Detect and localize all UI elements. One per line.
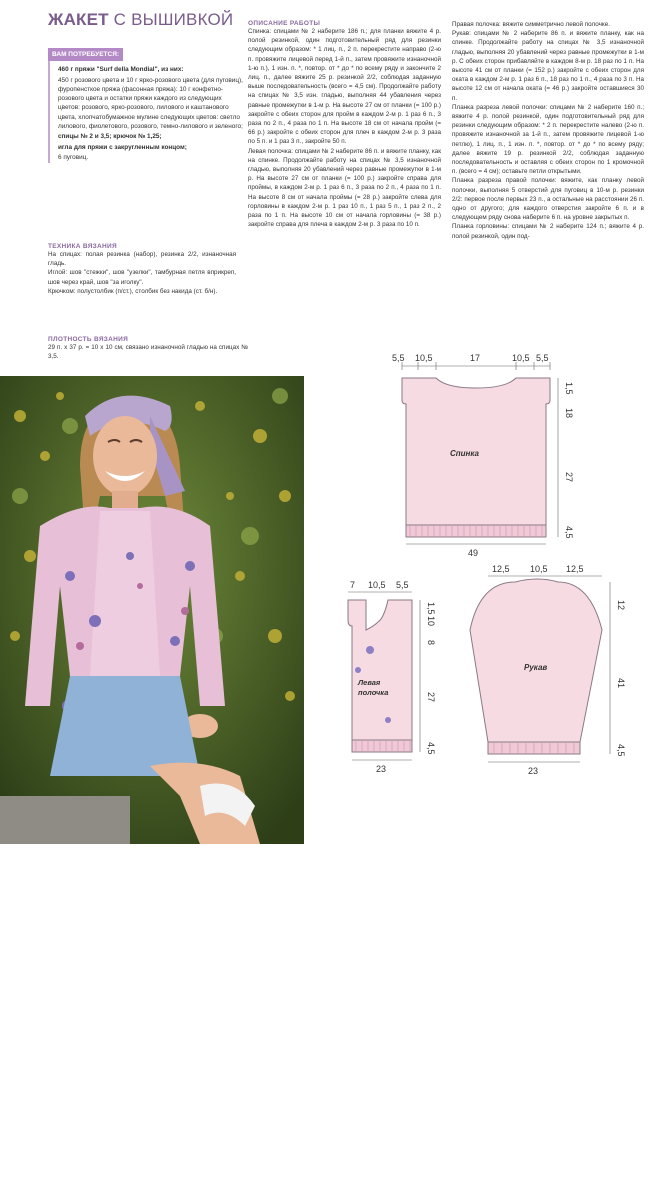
work-paragraph: Планка горловины: спицами № 2 наберите 124 п.; вяжите 4 р. полой резинкой, один под-	[452, 223, 644, 240]
sleeve-dim-bottom: 23	[528, 766, 539, 776]
front-schematic	[348, 580, 436, 774]
work-paragraph: Планка разреза правой полочки: вяжите, как планку левой полочки, выполняя 5 отверстий для пуговиц в 10-м р. резинки 2/2: первое после первых 23 п., а остальные на расстоянии 26 п. одно от другого; для каждого отверстия закройте 6 п. и в следующем ряду снова наберите 6 п. на уровне закрытых п.	[452, 177, 644, 222]
model-photo	[0, 376, 304, 1203]
materials-header: ВАМ ПОТРЕБУЕТСЯ:	[48, 48, 123, 61]
work-paragraph: Правая полочка: вяжите симметрично левой полочке.	[452, 21, 610, 28]
front-dim-bottom: 23	[376, 764, 387, 774]
work-paragraph: Планка разреза левой полочки: спицами № 2 наберите 160 п.; вяжите 4 р. полой резинкой, один подготовительный ряд для резинки следующим образом: * 2 п. перекрестите налево (2-ю п. провяжите изнаночной за 1-й п., затем провяжите лицевой 1-ю петлю), 1 лиц. п., 1 изн. п. *, повтор. от * до * по всему ряду; далее вяжите 19 р. резинкой 2/2, соблюдая заданную последовательность и оставляя с обеих сторон по 1 кромочной п. (всего = 4 см); оставьте петли открытыми.	[452, 103, 644, 176]
technique-line: Крючком: полустолбик (п/ст.), столбик без накида (ст. б/н).	[48, 287, 218, 295]
back-dim-top: 17	[470, 353, 481, 363]
back-dim-right: 18	[564, 408, 574, 419]
sleeve-dim-right: 4,5	[616, 744, 626, 757]
sleeve-dim-top: 12,5	[566, 564, 584, 574]
front-dim-right: 1,5	[426, 602, 436, 615]
front-label: Левая	[358, 678, 381, 687]
materials-line: 450 г розового цвета и 10 г ярко-розового цвета (для пуговиц), фуропенсткое пряжа (фасонная пряжа): 10 г конфетно-розового цвета и остатки пряжи каждого из следующих цветов: розового, ярко-розового, лилового и каштанового цвета, хлопчатобумажное мулине следующих цветов: светло лилового, фиолетового, розового, темно-лилового и зеленого;	[58, 76, 243, 131]
technique-block	[48, 243, 236, 296]
density-header: ПЛОТНОСТЬ ВЯЗАНИЯ	[48, 336, 129, 343]
article-title: ЖАКЕТ С ВЫШИВКОЙ	[48, 10, 234, 29]
sleeve-dim-top: 12,5	[492, 564, 510, 574]
work-paragraph: Левая полочка: спицами № 2 наберите 86 п. и вяжите планку, как на спинке. Продолжайте работу на спицах № 3,5 изнаночной гладью, выполняя 20 убавлений через равные промежутки в 1-м р. На высоте 27 см от планки (= 100 р.) закройте справа для проймы, в каждом 2-м р. 1 раз 6 п., 3 раза по 2 п., 4 раза по 1 п. На высоте 8 см от начала проймы (= 28 р.) закройте слева для горловины в каждом 2-м р. 1 раз 10 п., 1 раз 5 п., 1 раз 2 п., 2 раза по 1 п. На высоте 10 см от начала горловины (= 38 р.) закройте справа для плеча в каждом 2-м р. 3 раза по 10 п.	[248, 147, 441, 229]
back-dim-right: 4,5	[564, 526, 574, 539]
back-dim-right: 1,5	[564, 382, 574, 395]
sleeve-label: Рукав	[524, 663, 548, 672]
front-dim-top: 10,5	[368, 580, 386, 590]
technique-line: На спицах: полая резинка (набор), резинка 2/2, изнаночная гладь.	[48, 251, 236, 268]
front-label: полочка	[358, 688, 389, 697]
sleeve-dim-right: 12	[616, 600, 626, 611]
front-dim-right: 4,5	[426, 742, 436, 755]
back-dim-top: 5,5	[392, 353, 405, 363]
materials-line: 460 г пряжи "Surf della Mondial", из них:	[58, 66, 184, 74]
front-dim-top: 5,5	[396, 580, 409, 590]
back-schematic	[392, 353, 574, 558]
pattern-schematics	[310, 350, 650, 844]
front-dim-right: 10	[426, 616, 436, 627]
back-dim-right: 27	[564, 472, 574, 483]
back-dim-top: 10,5	[415, 353, 433, 363]
model-photo-illustration	[0, 376, 304, 844]
materials-line: спицы № 2 и 3,5; крючок № 1,25;	[58, 133, 162, 141]
front-dim-right: 8	[426, 640, 436, 646]
front-dim-top: 7	[350, 580, 356, 590]
density-text: 29 п. х 37 р. = 10 х 10 см, связано изнаночной гладью на спицах № 3,5.	[48, 344, 248, 361]
work-paragraph: Рукав: спицами № 2 наберите 86 п. и вяжите планку, как на спинке. Продолжайте работу на спицах № 3,5 изнаночной гладью, выполняя 20 убавлений через равные промежутки в 1-м р. С обеих сторон прибавляйте в каждом 8-м р. 18 раз по 1 п. На высоте 41 см от планки (= 152 р.) закройте с обеих сторон для оката в каждом 2-м р. 1 раз 6 п., 18 раз по 1 п., 4 раза по 3 п. На высоте 12 см от начала оката (= 46 р.) закройте оставшиеся 30 п.	[452, 30, 644, 102]
materials-block	[48, 50, 243, 163]
technique-header: ТЕХНИКА ВЯЗАНИЯ	[48, 243, 117, 250]
work-column-2	[452, 20, 644, 241]
materials-line: игла для пряжи с закругленным концом;	[58, 143, 187, 151]
materials-line: 6 пуговиц.	[58, 153, 89, 161]
schematic-svg	[310, 350, 650, 844]
sleeve-dim-right: 41	[616, 678, 626, 689]
page-number: 6	[8, 1194, 13, 1203]
back-dim-top: 5,5	[536, 353, 549, 363]
work-paragraph: Спинка: спицами № 2 наберите 186 п.; для планки вяжите 4 р. полой резинкой, один подготовительный ряд для резинки следующим образом: * 1 лиц. п., 2 п. перекрестите направо (2-ю п. провяжите лицевой перед 1-й п., затем провяжите изнаночной 1-ю п.), 1 изн. п. *, повтор. от * до * по всему ряду и закончите 2 лиц. п., далее вяжите 25 р. резинкой 2/2, соблюдая заданную выше последовательность (всего = 4,5 см). Продолжайте работу на спицах № 3,5 изн. гладью, выполняя 44 убавления через равные промежутки в 1-м р. На высоте 27 см от планки (= 100 р.) закройте с обеих сторон для пройм в каждом 2-м р. 1 раз 6 п., 3 раза по 2 п., 4 раза по 1 п. На высоте 18 см от начала пройм (= 66 р.) закройте с обеих сторон для плеч в каждом 2-м р. 3 раза по 5 п. и 1 раз 3 п., закройте 50 п.	[248, 28, 441, 146]
technique-line: Иглой: шов "стежки", шов "узелки", тамбурная петля вприкреп, шов через край, шов "за иголку".	[48, 269, 236, 286]
density-block	[48, 336, 248, 361]
work-column-1	[248, 20, 441, 229]
back-label: Спинка	[450, 449, 479, 458]
sleeve-dim-top: 10,5	[530, 564, 548, 574]
work-header: ОПИСАНИЕ РАБОТЫ	[248, 20, 321, 27]
back-dim-bottom: 49	[468, 548, 479, 558]
sleeve-schematic	[470, 564, 626, 776]
front-dim-right: 27	[426, 692, 436, 703]
back-dim-top: 10,5	[512, 353, 530, 363]
